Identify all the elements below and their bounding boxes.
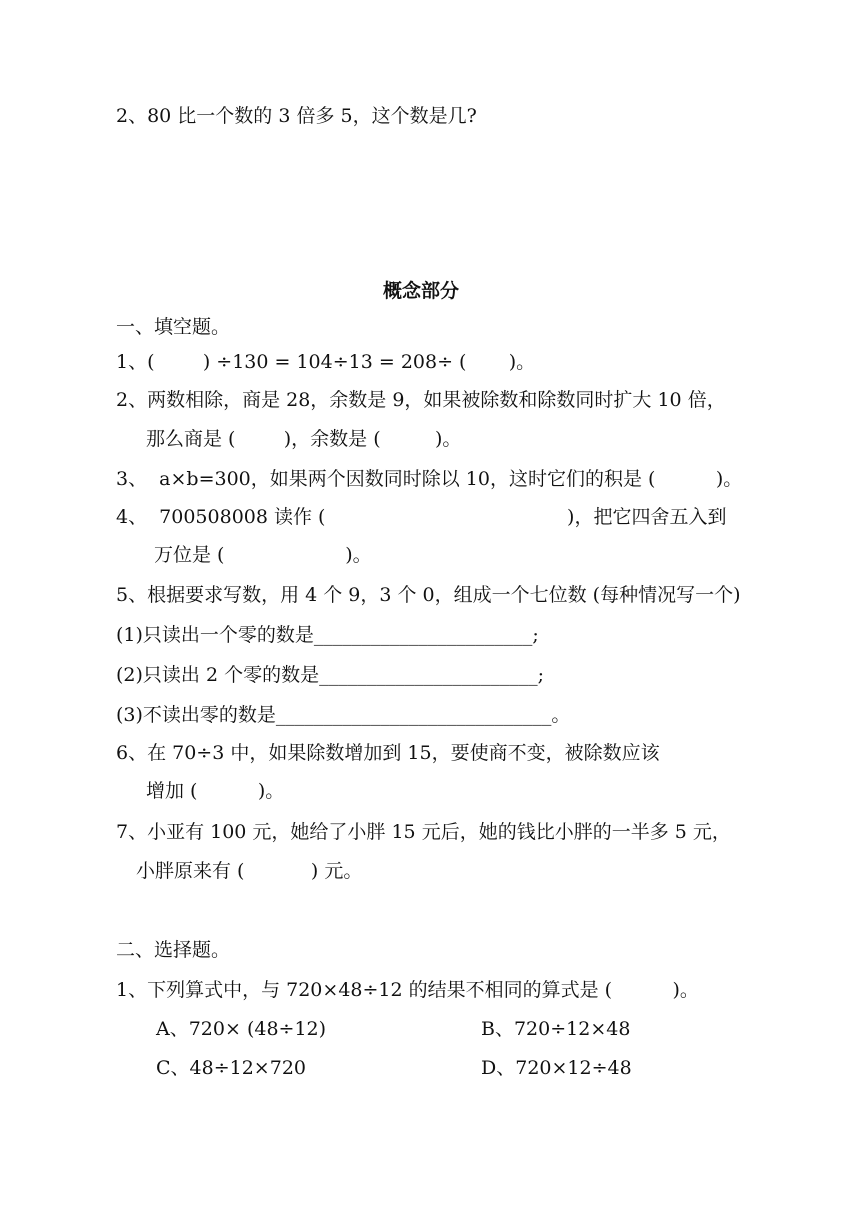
part1-heading: 一、填空题。: [116, 316, 231, 338]
fill-question-6-line1: 6、在 70÷3 中，如果除数增加到 15，要使商不变，被除数应该: [116, 742, 660, 764]
fill-question-3: 3、 a×b=300，如果两个因数同时除以 10，这时它们的积是 ( )。: [116, 468, 743, 490]
fill-question-5-sub3: (3)不读出零的数是_____________________________。: [116, 704, 571, 726]
fill-question-4-line1: 4、 700508008 读作 ( )，把它四舍五入到: [116, 506, 727, 528]
fill-question-6-line2: 增加 ( )。: [146, 780, 285, 802]
option-d: D、720×12÷48: [481, 1057, 632, 1079]
choice-question-1: 1、下列算式中，与 720×48÷12 的结果不相同的算式是 ( )。: [116, 979, 699, 1001]
section-title: 概念部分: [383, 280, 460, 302]
fill-question-5: 5、根据要求写数，用 4 个 9，3 个 0，组成一个七位数 (每种情况写一个): [116, 584, 741, 606]
top-question: 2、80 比一个数的 3 倍多 5，这个数是几?: [116, 105, 477, 127]
fill-question-4-line2: 万位是 ( )。: [154, 544, 372, 566]
fill-question-7-line2: 小胖原来有 ( ) 元。: [136, 860, 363, 882]
part2-heading: 二、选择题。: [116, 939, 231, 961]
fill-question-1: 1、( ) ÷130 = 104÷13 = 208÷ ( )。: [116, 351, 536, 373]
option-c: C、48÷12×720: [156, 1057, 306, 1079]
option-a: A、720× (48÷12): [156, 1018, 327, 1040]
fill-question-5-sub2: (2)只读出 2 个零的数是_______________________;: [116, 664, 544, 686]
option-b: B、720÷12×48: [481, 1018, 631, 1040]
fill-question-5-sub1: (1)只读出一个零的数是_______________________;: [116, 624, 539, 646]
fill-question-2-line1: 2、两数相除，商是 28，余数是 9，如果被除数和除数同时扩大 10 倍，: [116, 389, 726, 411]
fill-question-2-line2: 那么商是 ( )，余数是 ( )。: [146, 428, 462, 450]
fill-question-7-line1: 7、小亚有 100 元，她给了小胖 15 元后，她的钱比小胖的一半多 5 元，: [116, 821, 731, 843]
